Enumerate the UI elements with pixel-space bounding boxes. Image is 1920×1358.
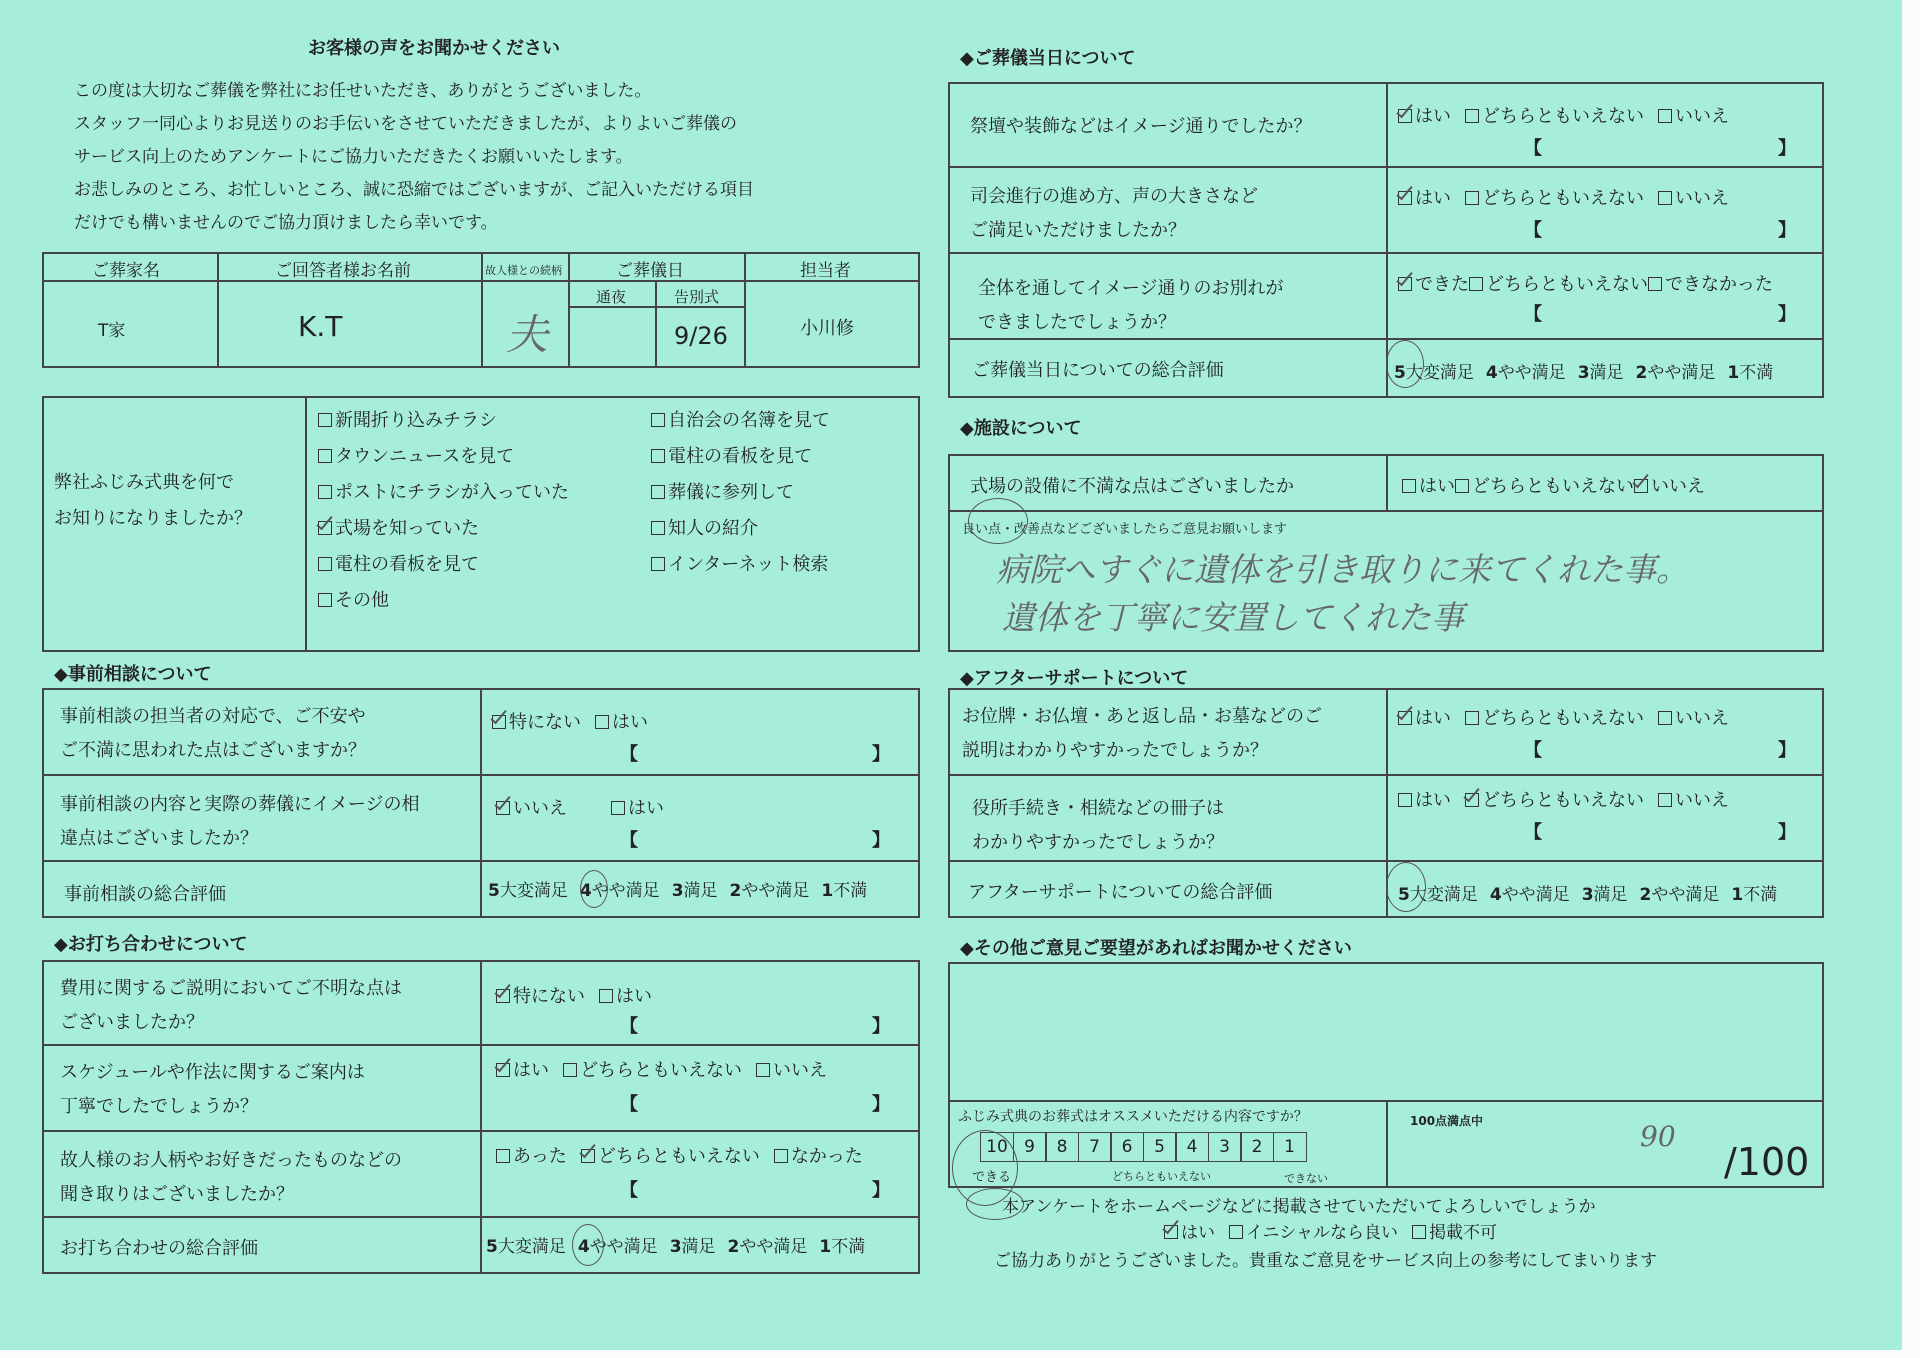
funeral-date-value: 9/26 <box>674 322 728 350</box>
section-heading: ◆アフターサポートについて <box>960 668 1189 689</box>
source-question: 弊社ふじみ式典を何で <box>54 472 234 493</box>
bracket-close: 】 <box>872 1016 890 1037</box>
header-family: ご葬家名 <box>92 261 160 281</box>
bracket-open: 【 <box>620 1094 638 1115</box>
answer-options[interactable]: はい どちらともいえない いいえ <box>1398 704 1743 730</box>
source-question: お知りになりましたか？ <box>54 508 252 529</box>
question-text: ご満足いただけましたか？ <box>970 220 1186 241</box>
answer-options[interactable]: 特にない はい <box>496 982 666 1008</box>
question-text: 役所手続き・相続などの冊子は <box>972 798 1224 819</box>
question-text: 事前相談の内容と実際の葬儀にイメージの相 <box>60 794 420 815</box>
bracket-close: 】 <box>1778 740 1796 761</box>
source-option[interactable]: その他 <box>318 586 389 612</box>
section-heading: ◆事前相談について <box>54 664 212 685</box>
rating-scale[interactable]: 5大変満足 4やや満足 3満足 2やや満足 1不満 <box>1398 885 1778 905</box>
publish-question: 本アンケートをホームページなどに掲載させていただいてよろしいでしょうか <box>1002 1197 1596 1217</box>
overall-label: アフターサポートについての総合評価 <box>968 882 1273 903</box>
scale-label: できない <box>1284 1172 1328 1185</box>
question-text: 説明はわかりやすかったでしょうか？ <box>962 740 1268 761</box>
section-heading: ◆施設について <box>960 418 1082 439</box>
overall-label: ご葬儀当日についての総合評価 <box>972 360 1224 381</box>
question-text: 故人様のお人柄やお好きだったものなどの <box>60 1150 402 1171</box>
bracket-close: 】 <box>872 744 890 765</box>
relation-value: 夫 <box>506 310 549 359</box>
score-max: /100 <box>1724 1140 1810 1184</box>
overall-label: お打ち合わせの総合評価 <box>60 1238 258 1259</box>
intro-line: お悲しみのところ、お忙しいところ、誠に恐縮ではございますが、ご記入いただける項目 <box>74 180 754 200</box>
score-label: 100点満点中 <box>1410 1114 1484 1128</box>
question-text: 祭壇や装飾などはイメージ通りでしたか？ <box>970 116 1312 137</box>
question-text: 事前相談の担当者の対応で、ご不安や <box>60 706 366 727</box>
answer-options[interactable]: いいえ はい <box>496 794 678 820</box>
score-value: 90 <box>1640 1120 1676 1153</box>
answer-options[interactable]: はい どちらともいえない いいえ <box>1398 184 1743 210</box>
selected-circle <box>966 1188 1024 1220</box>
header-wake: 通夜 <box>596 288 627 306</box>
answer-options[interactable]: はい どちらともいえない いいえ <box>1398 102 1743 128</box>
section-heading: ◆お打ち合わせについて <box>54 934 248 955</box>
bracket-open: 【 <box>1524 740 1542 761</box>
bracket-close: 】 <box>1778 138 1796 159</box>
bracket-open: 【 <box>1524 220 1542 241</box>
bracket-close: 】 <box>1778 220 1796 241</box>
section-heading: ◆その他ご意見ご要望があればお聞かせください <box>960 938 1352 959</box>
selected-rating-circle <box>1386 340 1424 388</box>
bracket-open: 【 <box>1524 138 1542 159</box>
answer-options[interactable]: できた どちらともいえない できなかった <box>1398 270 1773 296</box>
answer-options[interactable]: はい どちらともいえない いいえ <box>496 1056 841 1082</box>
selected-rating-circle <box>580 870 608 908</box>
intro-line: この度は大切なご葬儀を弊社にお任せいただき、ありがとうございました。 <box>74 81 652 101</box>
scale-label: できる <box>972 1170 1012 1185</box>
question-text: 全体を通してイメージ通りのお別れが <box>978 278 1284 299</box>
answer-options[interactable]: あった どちらともいえない なかった <box>496 1142 877 1168</box>
question-text: 聞き取りはございましたか？ <box>60 1184 294 1205</box>
bracket-open: 【 <box>1524 304 1542 325</box>
selected-circle <box>968 498 1028 544</box>
answer-options[interactable]: はい どちらともいえない いいえ <box>1402 472 1705 498</box>
rating-scale[interactable]: 5大変満足 4やや満足 3満足 2やや満足 1不満 <box>488 881 868 901</box>
intro-line: だけでも構いませんのでご協力頂けましたら幸いです。 <box>74 213 498 233</box>
question-text: 費用に関するご説明においてご不明な点は <box>60 978 402 999</box>
bracket-open: 【 <box>620 1016 638 1037</box>
intro-line: スタッフ一同心よりお見送りのお手伝いをさせていただきましたが、よりよいご葬儀の <box>74 114 737 134</box>
source-option[interactable]: 新聞折り込みチラシ <box>318 406 497 432</box>
question-text: 司会進行の進め方、声の大きさなど <box>970 186 1258 207</box>
source-option[interactable]: 知人の紹介 <box>651 514 758 540</box>
handwritten-comment: 遺体を丁寧に安置してくれた事 <box>1002 598 1464 637</box>
question-text: ございましたか？ <box>60 1012 204 1033</box>
source-option[interactable]: 電柱の看板を見て <box>318 550 479 576</box>
selected-rating-circle <box>1386 862 1426 912</box>
bracket-close: 】 <box>872 1180 890 1201</box>
overall-label: 事前相談の総合評価 <box>64 884 226 905</box>
source-option[interactable]: 自治会の名簿を見て <box>651 406 830 432</box>
source-option[interactable]: 電柱の看板を見て <box>651 442 812 468</box>
question-text: 式場の設備に不満な点はございましたか <box>970 476 1294 497</box>
section-heading: ◆ご葬儀当日について <box>960 48 1136 69</box>
header-respondent: ご回答者様お名前 <box>275 261 411 281</box>
respondent-value: K.T <box>298 310 343 343</box>
source-option-checked[interactable]: 式場を知っていた <box>318 514 479 540</box>
rating-scale[interactable]: 5大変満足 4やや満足 3満足 2やや満足 1不満 <box>486 1237 866 1257</box>
source-option[interactable]: インターネット検索 <box>651 550 828 576</box>
header-relation: 故人様との続柄 <box>485 264 562 277</box>
bracket-open: 【 <box>1524 822 1542 843</box>
bracket-close: 】 <box>1778 822 1796 843</box>
answer-options[interactable]: 特にない はい <box>492 708 662 734</box>
bracket-close: 】 <box>872 830 890 851</box>
scale-label: どちらともいえない <box>1112 1170 1211 1183</box>
publish-options[interactable]: はい イニシャルなら良い 掲載不可 <box>1164 1218 1511 1243</box>
family-name-value: T家 <box>98 321 126 341</box>
answer-options[interactable]: はい どちらともいえない いいえ <box>1398 786 1743 812</box>
thanks-text: ご協力ありがとうございました。貴重なご意見をサービス向上の参考にしてまいります <box>994 1251 1657 1271</box>
bracket-open: 【 <box>620 744 638 765</box>
intro-line: サービス向上のためアンケートにご協力いただきたくお願いいたします。 <box>74 147 633 167</box>
selected-rating-circle <box>572 1224 604 1266</box>
header-staff: 担当者 <box>800 261 851 281</box>
source-option[interactable]: ポストにチラシが入っていた <box>318 478 569 504</box>
question-text: わかりやすかったでしょうか？ <box>972 832 1224 853</box>
bracket-close: 】 <box>872 1094 890 1115</box>
comment-label: 良い点・改善点などございましたらご意見お願いします <box>962 522 1288 537</box>
header-ceremony: 告別式 <box>674 288 720 306</box>
survey-title: お客様の声をお聞かせください <box>308 38 560 59</box>
question-text: 丁寧でしたでしょうか？ <box>60 1096 258 1117</box>
question-text: ご不満に思われた点はございますか？ <box>60 740 366 761</box>
question-text: できましたでしょうか？ <box>978 312 1176 333</box>
recommend-question: ふじみ式典のお葬式はオススメいただける内容ですか？ <box>958 1109 1308 1125</box>
rating-scale[interactable]: 5大変満足 4やや満足 3満足 2やや満足 1不満 <box>1394 363 1774 383</box>
question-text: スケジュールや作法に関するご案内は <box>60 1062 365 1083</box>
bracket-open: 【 <box>620 1180 638 1201</box>
source-option[interactable]: タウンニュースを見て <box>318 442 514 468</box>
recommend-scale[interactable]: 10 9 8 7 6 5 4 3 2 1 <box>980 1132 1305 1162</box>
question-text: 違点はございましたか？ <box>60 828 258 849</box>
source-option[interactable]: 葬儀に参列して <box>651 478 794 504</box>
handwritten-comment: 病院へすぐに遺体を引き取りに来てくれた事。 <box>996 550 1689 589</box>
question-text: お位牌・お仏壇・あと返し品・お墓などのご <box>962 706 1322 727</box>
header-funeral-date: ご葬儀日 <box>616 261 684 281</box>
staff-value: 小川修 <box>800 318 854 339</box>
bracket-open: 【 <box>620 830 638 851</box>
bracket-close: 】 <box>1778 304 1796 325</box>
